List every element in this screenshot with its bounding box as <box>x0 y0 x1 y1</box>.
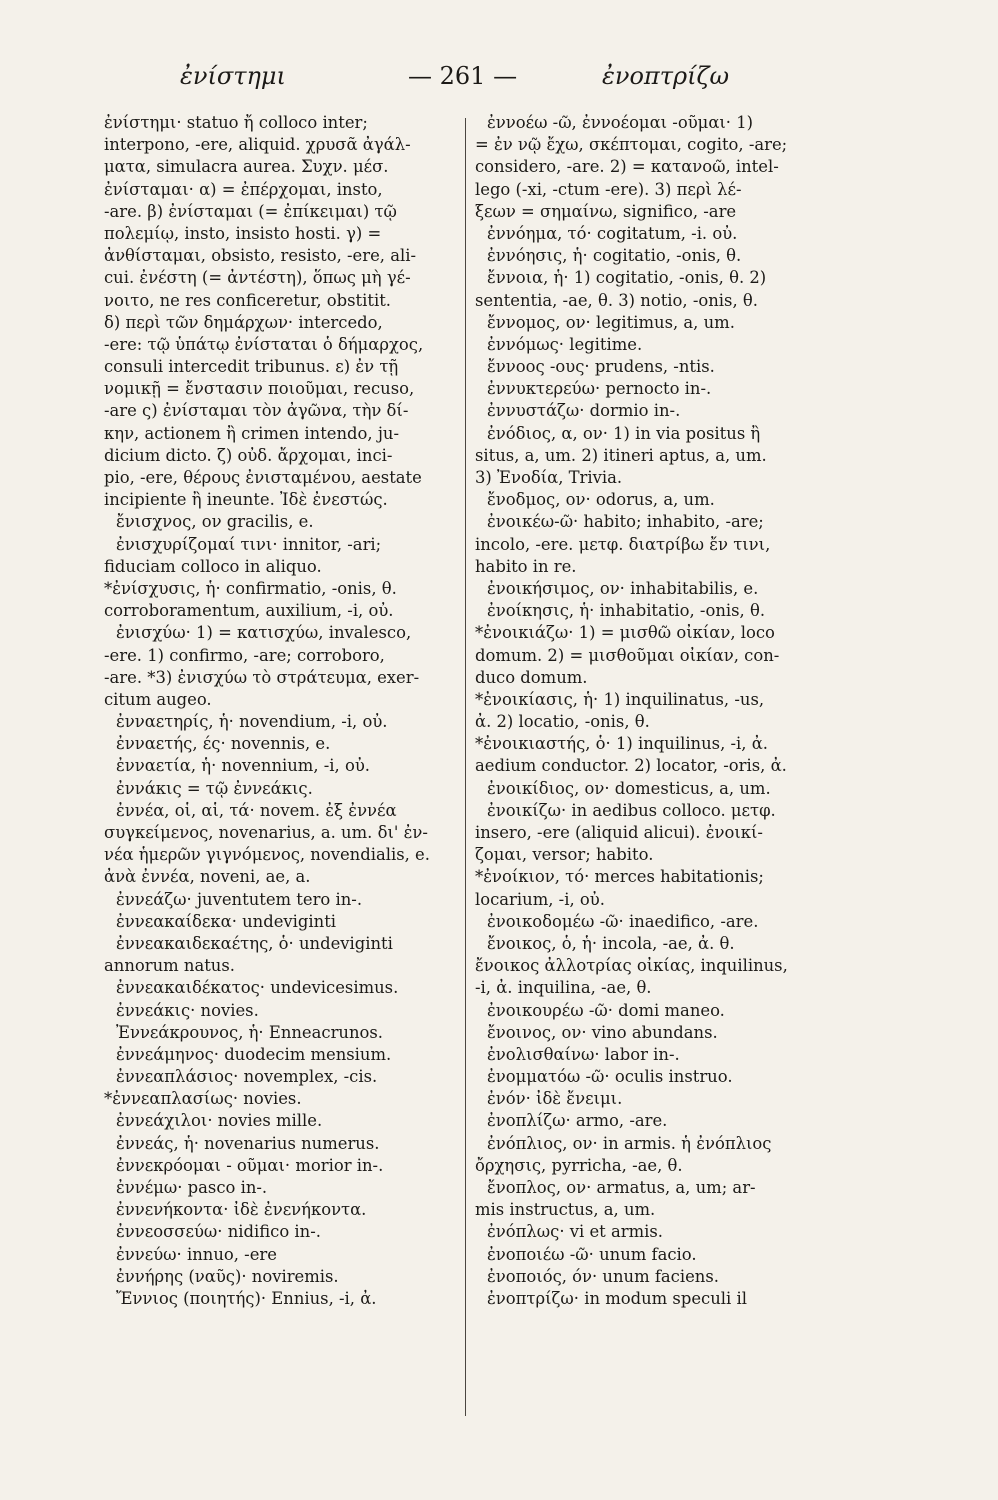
entry-line: ἐννέμω· pasco in-. <box>116 1178 268 1197</box>
entry-line: ἐννεάμηνος· duodecim mensium. <box>116 1044 392 1064</box>
entry-line: ἔνισχνος, ον gracilis, e. <box>116 512 314 532</box>
entry-line: ἐνοικουρέω -ῶ· domi maneo. <box>487 1000 725 1020</box>
entry-line: ἐνίστημι· statuo ἤ colloco inter; <box>104 113 368 132</box>
entry-line: ἐννεακαιδέκατος· undevicesimus. <box>116 978 399 998</box>
entry-line: dicium dicto. ζ) οὐδ. ἄρχομαι, inci- <box>104 445 393 465</box>
entry-line: fiduciam colloco in aliquo. <box>104 556 322 576</box>
entry-line: considero, -are. 2) = κατανοῶ, intel- <box>475 157 779 177</box>
entry-line: ἐνόδιος, α, ον· 1) in via positus ἢ <box>487 423 761 443</box>
entry-line: locarium, -i, οὐ. <box>475 889 605 909</box>
entry-line: *ἐνοίκιον, τό· merces habitationis; <box>475 867 764 887</box>
entry-line: ὄρχησις, pyrricha, -ae, θ. <box>475 1155 683 1175</box>
entry-line: ἐνοποιός, όν· unum faciens. <box>487 1266 719 1286</box>
entry-line: ἐνναετής, ές· novennis, e. <box>116 734 331 754</box>
entry-line: ἐνόπλως· vi et armis. <box>487 1222 663 1242</box>
entry-line: συγκείμενος, novenarius, a. um. δι' ἐν- <box>104 823 428 842</box>
entry-line: ἐννεοσσεύω· nidifico in-. <box>116 1222 321 1242</box>
entry-line: ἔννομος, ον· legitimus, a, um. <box>487 312 735 332</box>
entry-line: *ἐννεαπλασίως· novies. <box>104 1089 302 1109</box>
entry-line: ἐννεακαίδεκα· undeviginti <box>116 911 337 931</box>
entry-line: -ere: τῷ ὑπάτῳ ἐνίσταται ὁ δήμαρχος, <box>104 334 424 354</box>
entry-line: ἐνοπλίζω· armo, -are. <box>487 1111 668 1131</box>
entry-line: *ἐνίσχυσις, ἡ· confirmatio, -onis, θ. <box>104 578 397 598</box>
entry-line: ἐνισχυρίζομαί τινι· innitor, -ari; <box>116 534 382 554</box>
entry-line: -are. *3) ἐνισχύω τὸ στράτευμα, exer- <box>104 667 420 687</box>
entry-line: ἐννήρης (ναῦς)· noviremis. <box>116 1266 339 1286</box>
entry-line: ἐννεακαιδεκαέτης, ὁ· undeviginti <box>116 933 393 953</box>
entry-line: ἐνολισθαίνω· labor in-. <box>487 1044 680 1064</box>
entry-line: ἔνοικος, ὁ, ἡ· incola, -ae, ἀ. θ. <box>487 933 735 953</box>
entry-line: 3) Ἐνοδία, Trivia. <box>475 468 623 487</box>
entry-line: ἐννεάς, ἡ· novenarius numerus. <box>116 1133 380 1153</box>
entry-line: ἐννεάχιλοι· novies mille. <box>116 1111 323 1131</box>
entry-line: aedium conductor. 2) locator, -oris, ἀ. <box>475 756 787 776</box>
entry-line: ἐννάκις = τῷ ἐννεάκις. <box>116 778 313 798</box>
entry-line: ἐνναετία, ἡ· novennium, -i, οὐ. <box>116 756 371 776</box>
entry-line: νοιτο, ne res conficeretur, obstitit. <box>104 290 392 310</box>
entry-line: lego (-xi, -ctum -ere). 3) περὶ λέ- <box>475 179 742 199</box>
entry-line: ἐννέα, οἱ, αἱ, τά· novem. ἐξ ἐννέα <box>116 800 397 820</box>
entry-line: ἐνοικέω-ῶ· habito; inhabito, -are; <box>487 512 764 532</box>
entry-line: ἀνθίσταμαι, obsisto, resisto, -ere, ali- <box>104 246 416 266</box>
entry-line: sententia, -ae, θ. 3) notio, -onis, θ. <box>475 290 758 310</box>
entry-line: citum augeo. <box>104 689 212 709</box>
entry-line: δ) περὶ τῶν δημάρχων· intercedo, <box>104 312 383 332</box>
entry-line: ἀνὰ ἐννέα, noveni, ae, a. <box>104 867 311 887</box>
entry-line: *ἐνοικίασις, ἡ· 1) inquilinatus, -us, <box>475 689 765 709</box>
column-divider <box>465 118 466 1416</box>
right-column <box>475 112 827 1442</box>
entry-line: corroboramentum, auxilium, -i, οὐ. <box>104 601 394 621</box>
page-number: — 261 — <box>408 62 518 90</box>
left-column <box>104 112 456 1442</box>
entry-line: = ἐν νῷ ἔχω, σκέπτομαι, cogito, -are; <box>475 135 788 155</box>
header-right-guide-word: ἐνοπτρίζω <box>602 62 730 90</box>
entry-line: -ere. 1) confirmo, -are; corroboro, <box>104 645 385 665</box>
entry-line: interpono, -ere, aliquid. χρυσᾶ ἀγάλ- <box>104 135 411 155</box>
entry-line: ἐνοικίδιος, ον· domesticus, a, um. <box>487 778 771 798</box>
entry-line: ἐννεάζω· juventutem tero in-. <box>116 889 363 909</box>
entry-line: habito in re. <box>475 556 577 576</box>
entry-line: insero, -ere (aliquid alicui). ἐνοικί- <box>475 823 763 842</box>
entry-line: κην, actionem ἢ crimen intendo, ju- <box>104 423 399 443</box>
entry-line: ἔνοδμος, ον· odorus, a, um. <box>487 490 715 510</box>
entry-line: ἐνομματόω -ῶ· oculis instruo. <box>487 1067 733 1087</box>
entry-line: -are ς) ἐνίσταμαι τὸν ἀγῶνα, τὴν δί- <box>104 401 409 421</box>
entry-line: ἐννόημα, τό· cogitatum, -i. οὐ. <box>487 223 738 243</box>
entry-line: ἔνοπλος, ον· armatus, a, um; ar- <box>487 1178 756 1197</box>
entry-line: ἐνοποιέω -ῶ· unum facio. <box>487 1244 697 1264</box>
entry-line: ἐννεαπλάσιος· novemplex, -cis. <box>116 1067 378 1087</box>
entry-line: ἐννεύω· innuo, -ere <box>116 1244 277 1264</box>
entry-line: ἐνοικίζω· in aedibus colloco. μετφ. <box>487 800 776 820</box>
entry-line: annorum natus. <box>104 956 235 976</box>
entry-line: situs, a, um. 2) itineri aptus, a, um. <box>475 445 767 465</box>
entry-line: Ἐννεάκρουνος, ἡ· Enneacrunos. <box>116 1022 384 1042</box>
entry-line: πολεμίῳ, insto, insisto hosti. γ) = <box>104 223 382 243</box>
entry-line: ἐννεάκις· novies. <box>116 1000 259 1020</box>
entry-line: ἐννόησις, ἡ· cogitatio, -onis, θ. <box>487 246 742 266</box>
entry-line: ἔννοος -ους· prudens, -ntis. <box>487 357 715 377</box>
entry-line: ἀ. 2) locatio, -onis, θ. <box>475 712 650 732</box>
entry-line: ἐνοπτρίζω· in modum speculi il <box>487 1288 747 1308</box>
entry-line: ζομαι, versor; habito. <box>475 845 654 865</box>
entry-line: -i, ἀ. inquilina, -ae, θ. <box>475 978 652 998</box>
entry-line: ἐνίσταμαι· α) = ἐπέρχομαι, insto, <box>104 179 383 199</box>
entry-line: domum. 2) = μισθοῦμαι οἰκίαν, con- <box>475 645 780 665</box>
entry-line: Ἔννιος (ποιητής)· Ennius, -i, ἀ. <box>116 1288 377 1308</box>
entry-line: ἐνισχύω· 1) = κατισχύω, invalesco, <box>116 623 412 643</box>
header-left-guide-word: ἐνίστημι <box>180 62 286 90</box>
entry-line: incolo, -ere. μετφ. διατρίβω ἔν τινι, <box>475 534 771 554</box>
entry-line: consuli intercedit tribunus. ε) ἐν τῇ <box>104 357 399 377</box>
entry-line: ἐννεκρόομαι - οῦμαι· morior in-. <box>116 1155 384 1175</box>
entry-line: ξεων = σημαίνω, significo, -are <box>475 201 737 221</box>
entry-line: ἐννοέω -ῶ, ἐννοέομαι -οῦμαι· 1) <box>487 113 754 132</box>
entry-line: -are. β) ἐνίσταμαι (= ἐπίκειμαι) τῷ <box>104 201 397 221</box>
entry-line: ἐννυστάζω· dormio in-. <box>487 401 681 421</box>
entry-line: ἐννόμως· legitime. <box>487 334 643 354</box>
entry-line: νέα ἡμερῶν γιγνόμενος, novendialis, e. <box>104 845 430 865</box>
entry-line: ἔνοινος, ον· vino abundans. <box>487 1022 718 1042</box>
entry-line: ἐνόπλιος, ον· in armis. ἡ ἐνόπλιος <box>487 1133 772 1153</box>
entry-line: duco domum. <box>475 667 588 687</box>
entry-line: incipiente ἢ ineunte. Ἰδὲ ἐνεστώς. <box>104 490 388 510</box>
entry-line: ἔννοια, ἡ· 1) cogitatio, -onis, θ. 2) <box>487 268 767 288</box>
entry-line: ματα, simulacra aurea. Συχν. μέσ. <box>104 157 389 177</box>
entry-line: *ἐνοικιάζω· 1) = μισθῶ οἰκίαν, loco <box>475 623 775 643</box>
entry-line: mis instructus, a, um. <box>475 1200 656 1220</box>
entry-line: ἐνοίκησις, ἡ· inhabitatio, -onis, θ. <box>487 601 766 621</box>
entry-line: ἐνόν· ἰδὲ ἔνειμι. <box>487 1089 623 1109</box>
entry-line: *ἐνοικιαστής, ὁ· 1) inquilinus, -i, ἀ. <box>475 734 768 754</box>
page-header <box>180 62 780 102</box>
entry-line: ἐννενήκοντα· ἰδὲ ἐνενήκοντα. <box>116 1200 367 1220</box>
entry-line: pio, -ere, θέρους ἐνισταμένου, aestate <box>104 468 422 487</box>
entry-line: ἐνοικοδομέω -ῶ· inaedifico, -are. <box>487 911 759 931</box>
entry-line: ἐννυκτερεύω· pernocto in-. <box>487 379 712 399</box>
entry-line: cui. ἐνέστη (= ἀντέστη), ὅπως μὴ γέ- <box>104 268 411 288</box>
entry-line: ἐνοικήσιμος, ον· inhabitabilis, e. <box>487 578 759 598</box>
entry-line: νομικῇ = ἔνστασιν ποιοῦμαι, recuso, <box>104 379 415 399</box>
entry-line: ἐνναετηρίς, ἡ· novendium, -i, οὐ. <box>116 712 388 732</box>
entry-line: ἔνοικος ἀλλοτρίας οἰκίας, inquilinus, <box>475 956 788 976</box>
